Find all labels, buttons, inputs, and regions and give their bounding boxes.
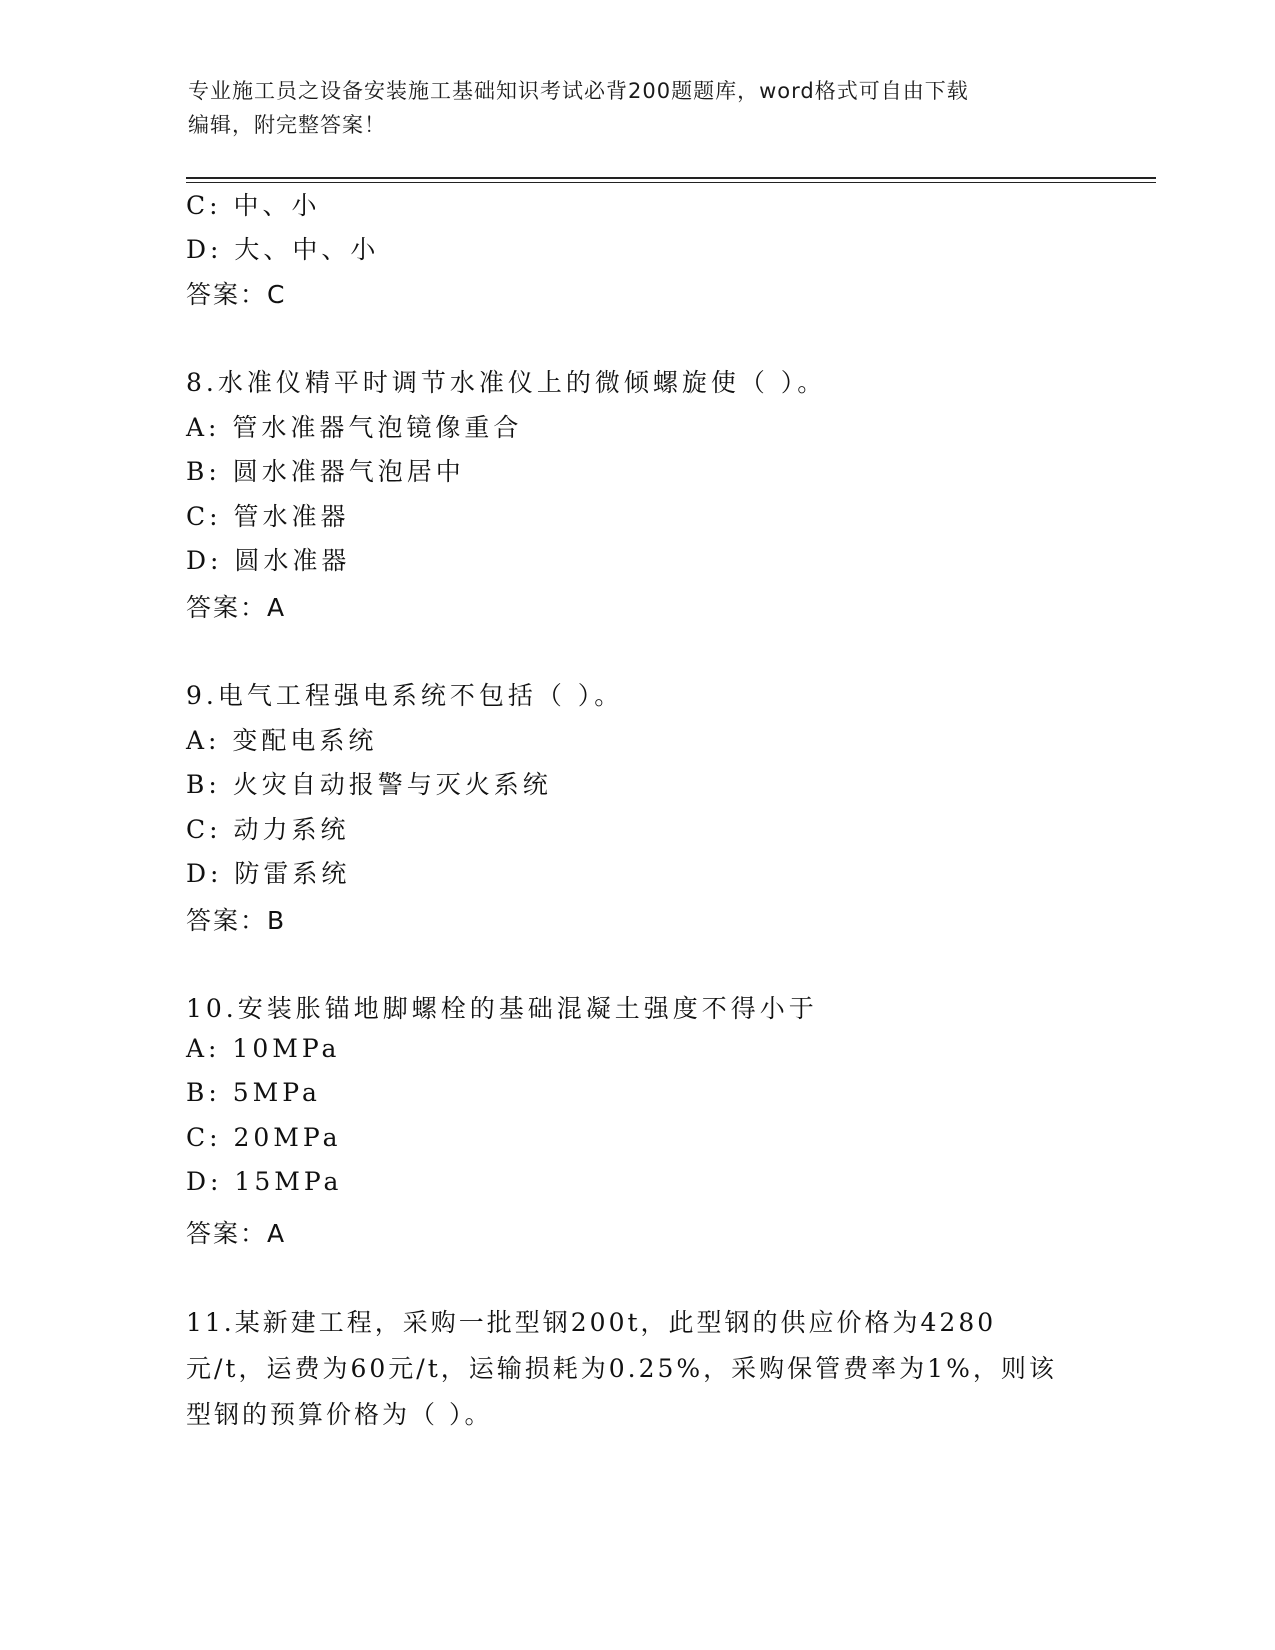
q7-option-c: C: 中、小: [186, 191, 321, 220]
q9-question: 9.电气工程强电系统不包括（ ）。: [186, 681, 624, 710]
q9-option-d: D: 防雷系统: [186, 859, 351, 888]
q8-option-d: D: 圆水准器: [186, 546, 351, 575]
q11-question: 11.某新建工程，采购一批型钢200t，此型钢的供应价格为4280元/t，运费为60元/t，运输损耗为0.25%，采购保管费率为1%，则该型钢的预算价格为（ ）。: [186, 1308, 1057, 1429]
q7-option-d: D: 大、中、小: [186, 235, 380, 264]
header-divider-thin: [186, 182, 1156, 183]
q10-answer: 答案：A: [186, 1219, 287, 1248]
q8-option-c: C: 管水准器: [186, 502, 350, 531]
q7-answer: 答案：C: [186, 280, 287, 309]
q10-option-a: A: 10MPa: [186, 1034, 341, 1063]
document-header: [188, 74, 1068, 142]
q8-question: 8.水准仪精平时调节水准仪上的微倾螺旋使（ ）。: [186, 368, 827, 397]
q9-option-a: A: 变配电系统: [186, 726, 378, 755]
q10-option-b: B: 5MPa: [186, 1078, 321, 1107]
header-title-line-1: 专业施工员之设备安装施工基础知识考试必背200题题库，word格式可自由下载: [188, 79, 969, 103]
q10-question: 10.安装胀锚地脚螺栓的基础混凝土强度不得小于: [186, 994, 818, 1023]
q8-option-b: B: 圆水准器气泡居中: [186, 457, 465, 486]
header-divider-thick: [186, 177, 1156, 179]
header-title-line-2: 编辑，附完整答案！: [188, 113, 386, 137]
q10-option-d: D: 15MPa: [186, 1167, 343, 1196]
q9-answer: 答案：B: [186, 906, 287, 935]
q8-answer: 答案：A: [186, 593, 287, 622]
q10-option-c: C: 20MPa: [186, 1123, 342, 1152]
q9-option-c: C: 动力系统: [186, 815, 350, 844]
q8-option-a: A: 管水准器气泡镜像重合: [186, 413, 523, 442]
q9-option-b: B: 火灾自动报警与灭火系统: [186, 770, 552, 799]
